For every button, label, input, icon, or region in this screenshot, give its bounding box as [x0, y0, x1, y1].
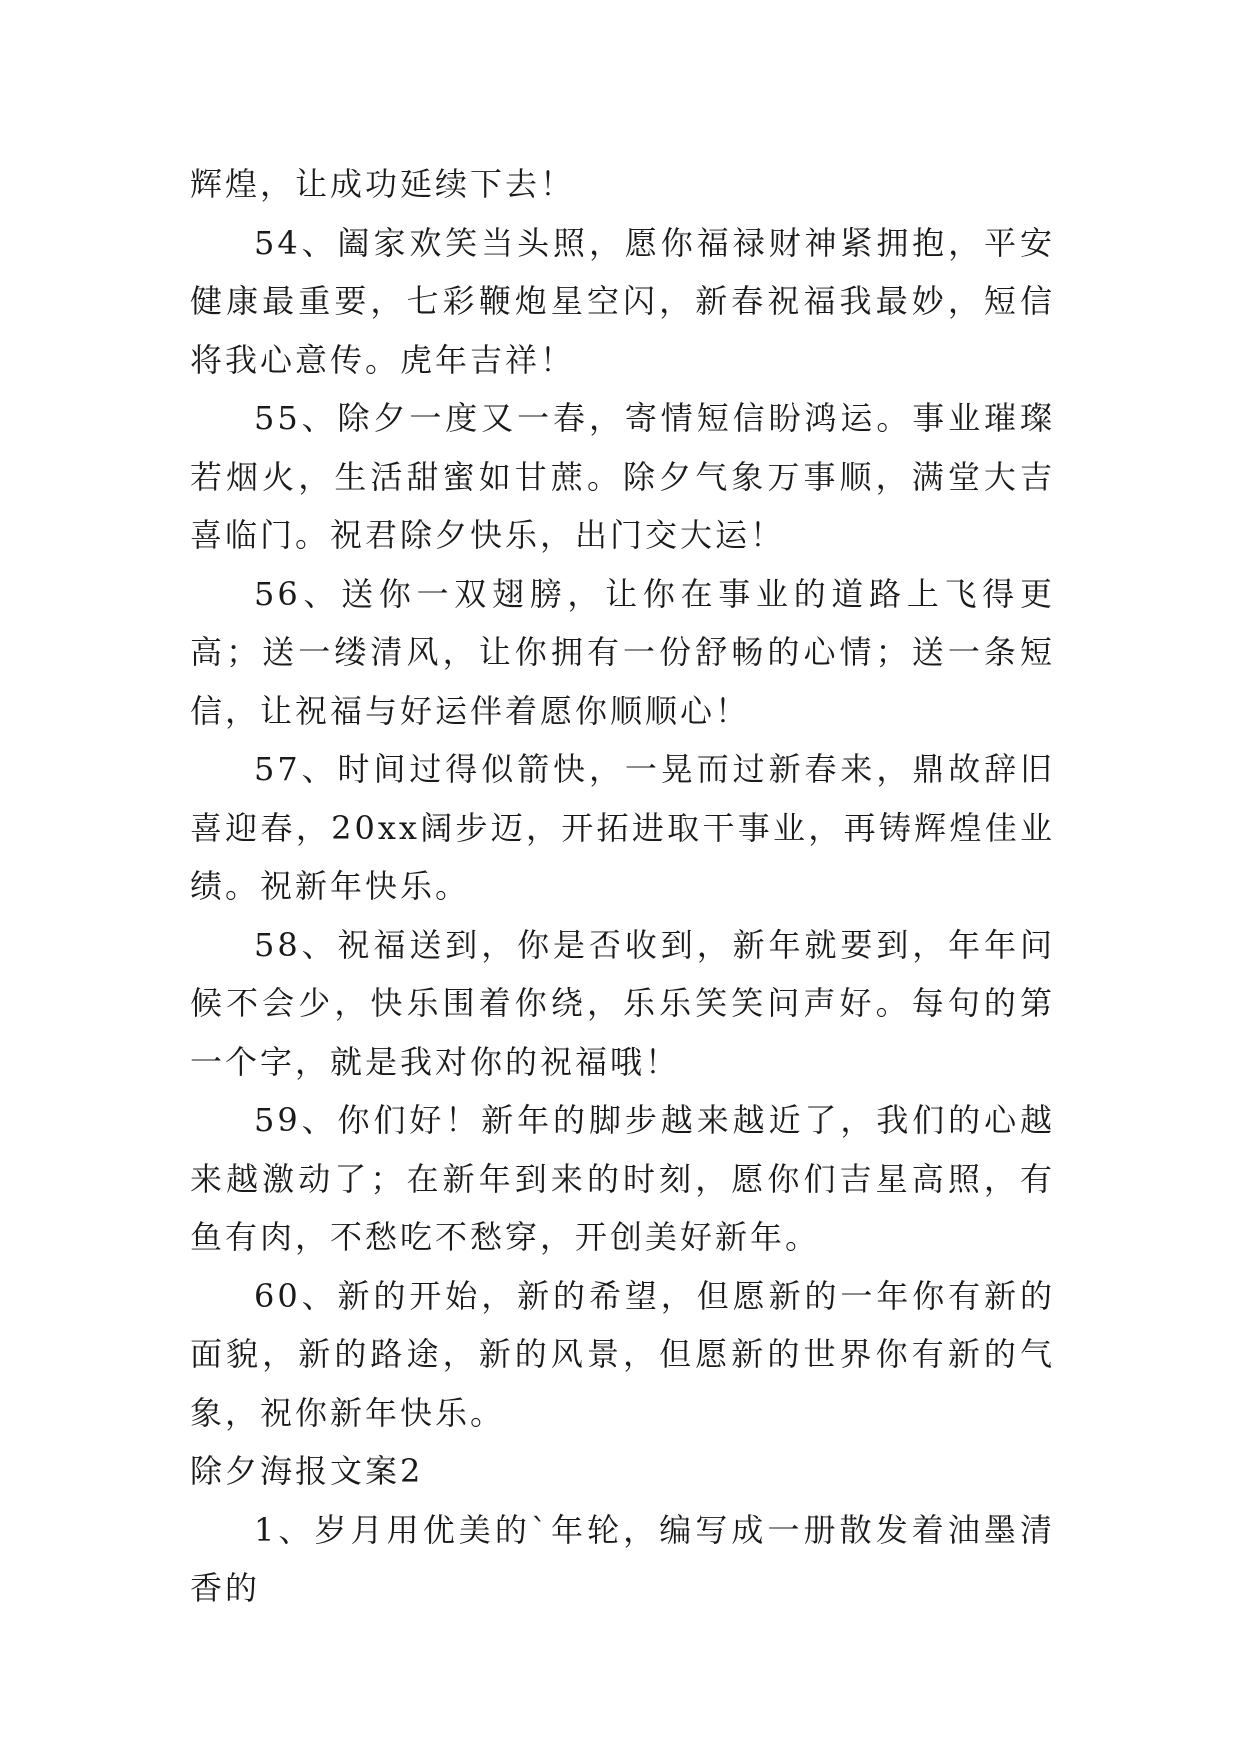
document-body — [190, 155, 1055, 1618]
paragraph-item-57: 57、时间过得似箭快，一晃而过新春来，鼎故辞旧喜迎春，20xx阔步迈，开拓进取干事业，再铸辉煌佳业绩。祝新年快乐。 — [190, 750, 1055, 905]
paragraph-item-54: 54、阖家欢笑当头照，愿你福禄财神紧拥抱，平安健康最重要，七彩鞭炮星空闪，新春祝福我最妙，短信将我心意传。虎年吉祥！ — [190, 223, 1055, 379]
paragraph-item-58: 58、祝福送到，你是否收到，新年就要到，年年问候不会少，快乐围着你绕，乐乐笑笑问声好。每句的第一个字，就是我对你的祝福哦！ — [190, 925, 1055, 1081]
paragraph-item-55: 55、除夕一度又一春，寄情短信盼鸿运。事业璀璨若烟火，生活甜蜜如甘蔗。除夕气象万事顺，满堂大吉喜临门。祝君除夕快乐，出门交大运！ — [190, 399, 1055, 554]
paragraph-continuation: 辉煌，让成功延续下去！ — [190, 165, 576, 203]
paragraph-item-1: 1、岁月用优美的`年轮，编写成一册散发着油墨清香的 — [190, 1510, 1055, 1607]
paragraph-item-59: 59、你们好！新年的脚步越来越近了，我们的心越来越激动了；在新年到来的时刻，愿你们吉星高照，有鱼有肉，不愁吃不愁穿，开创美好新年。 — [190, 1101, 1055, 1256]
paragraph-item-56: 56、送你一双翅膀，让你在事业的道路上飞得更高；送一缕清风，让你拥有一份舒畅的心情；送一条短信，让祝福与好运伴着愿你顺顺心！ — [190, 574, 1055, 730]
paragraph-item-60: 60、新的开始，新的希望，但愿新的一年你有新的面貌，新的路途，新的风景，但愿新的世界你有新的气象，祝你新年快乐。 — [190, 1276, 1055, 1432]
section-heading: 除夕海报文案2 — [190, 1452, 424, 1490]
